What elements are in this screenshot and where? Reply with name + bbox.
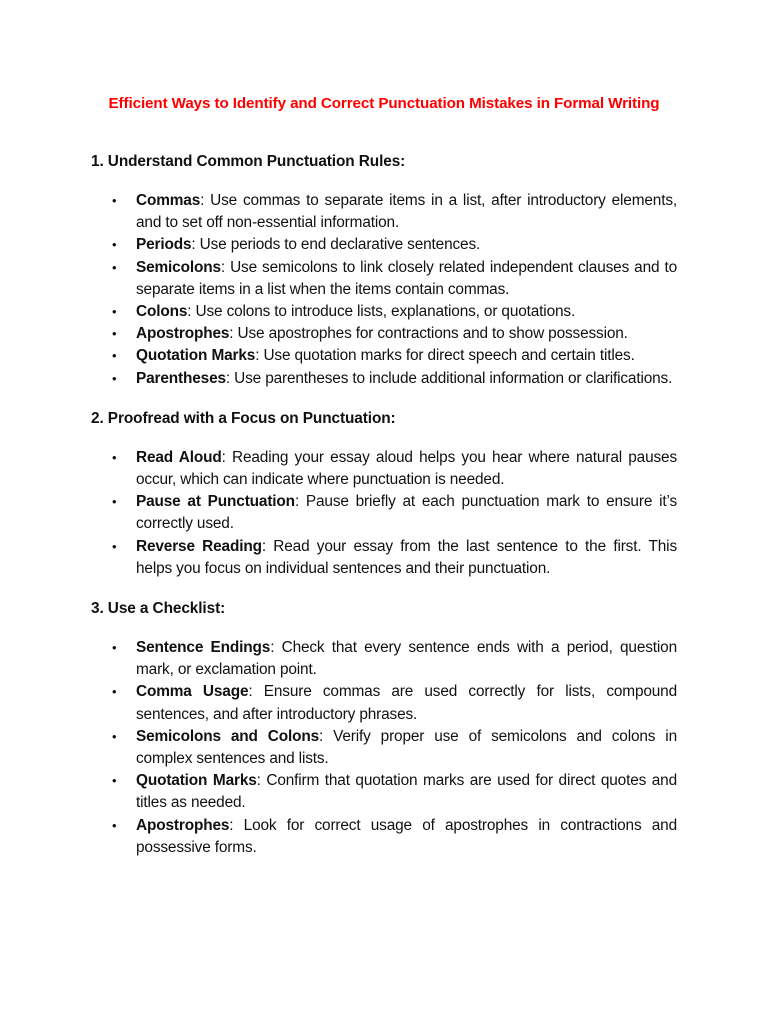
bullet-icon: • <box>112 817 117 833</box>
list-item-text: : Use colons to introduce lists, explanations, or quotations. <box>187 303 576 321</box>
list-item-text: : Use semicolons to link closely related independent clauses and to separate items in a list when the items contain commas. <box>136 258 677 298</box>
bullet-icon: • <box>112 348 117 364</box>
list-item-text: : Use commas to separate items in a list, after introductory elements, and to set off non-essential information. <box>136 192 677 232</box>
document-title: Efficient Ways to Identify and Correct Punctuation Mistakes in Formal Writing <box>108 95 660 112</box>
list-item-term: Comma Usage <box>136 683 249 701</box>
bullet-icon: • <box>112 304 117 320</box>
section-heading: 2. Proofread with a Focus on Punctuation: <box>91 409 396 427</box>
list-item-term: Periods <box>136 236 192 254</box>
bullet-list <box>91 447 677 580</box>
bullet-icon: • <box>112 640 117 656</box>
list-item-text: : Reading your essay aloud helps you hear where natural pauses occur, which can indicate where punctuation is needed. <box>136 448 678 489</box>
bullet-icon: • <box>112 684 117 700</box>
list-item <box>112 301 677 323</box>
list-item-term: Apostrophes <box>136 816 230 834</box>
bullet-list <box>91 637 677 859</box>
list-item-text: : Read your essay from the last sentence to the first. This helps you focus on individual sentences and their punctuation. <box>136 537 677 577</box>
bullet-icon: • <box>112 728 117 744</box>
list-item-text: : Ensure commas are used correctly for lists, compound sentences, and after introductory phrases. <box>136 683 678 723</box>
list-item <box>112 345 677 367</box>
list-item-term: Colons <box>136 303 188 321</box>
list-item <box>112 491 678 535</box>
list-item-term: Apostrophes <box>136 325 230 343</box>
list-item <box>112 234 677 256</box>
bullet-icon: • <box>112 773 117 789</box>
bullet-icon: • <box>112 494 117 510</box>
list-item-term: Read Aloud <box>136 448 222 466</box>
section-punctuation-rules <box>91 152 677 390</box>
list-item-term: Quotation Marks <box>136 772 257 790</box>
list-item-text: : Verify proper use of semicolons and colons in complex sentences and lists. <box>136 727 677 768</box>
section-checklist <box>91 599 677 859</box>
list-item-term: Reverse Reading <box>136 537 262 555</box>
bullet-icon: • <box>112 449 117 465</box>
bullet-icon: • <box>112 326 117 342</box>
list-item <box>112 257 677 301</box>
section-proofread <box>91 409 677 580</box>
list-item-term: Semicolons <box>136 258 221 276</box>
list-item-term: Parentheses <box>136 369 226 387</box>
list-item-text: : Confirm that quotation marks are used for direct quotes and titles as needed. <box>136 772 677 812</box>
list-item-term: Commas <box>136 192 201 209</box>
list-item-text: : Use parentheses to include additional information or clarifications. <box>225 369 673 387</box>
list-item-text: : Use periods to end declarative sentences. <box>191 236 481 254</box>
bullet-list <box>91 190 677 390</box>
list-item <box>112 770 677 814</box>
list-item <box>112 323 677 345</box>
list-item-text: : Look for correct usage of apostrophes in contractions and possessive forms. <box>136 816 677 856</box>
list-item-term: Pause at Punctuation <box>136 493 295 511</box>
list-item <box>112 368 677 390</box>
list-item <box>112 726 677 770</box>
bullet-icon: • <box>112 259 117 275</box>
list-item <box>112 190 677 234</box>
list-item-term: Quotation Marks <box>136 347 256 365</box>
list-item-text: : Use apostrophes for contractions and to show possession. <box>229 325 628 343</box>
list-item <box>112 815 677 859</box>
bullet-icon: • <box>112 538 117 554</box>
section-heading: 1. Understand Common Punctuation Rules: <box>91 153 406 170</box>
list-item-term: Semicolons and Colons <box>136 727 319 745</box>
bullet-icon: • <box>112 193 117 208</box>
list-item <box>112 447 678 491</box>
list-item-text: : Use quotation marks for direct speech and certain titles. <box>255 347 635 365</box>
bullet-icon: • <box>112 370 117 386</box>
list-item <box>112 637 677 681</box>
list-item-text: : Check that every sentence ends with a period, question mark, or exclamation point. <box>136 639 677 679</box>
list-item-text: : Pause briefly at each punctuation mark to ensure it’s correctly used. <box>136 493 678 533</box>
list-item <box>112 681 678 725</box>
list-item-term: Sentence Endings <box>136 639 271 657</box>
list-item <box>112 536 677 580</box>
section-heading: 3. Use a Checklist: <box>91 600 226 618</box>
bullet-icon: • <box>112 237 117 253</box>
